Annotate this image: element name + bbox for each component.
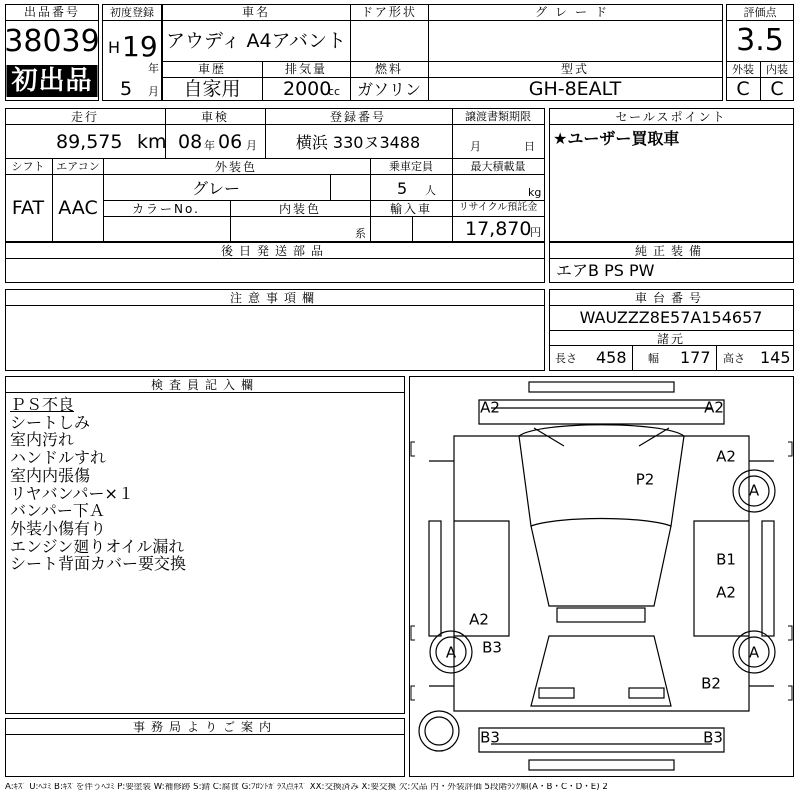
mark-right-front-wheel: A <box>748 481 760 500</box>
plate-value: 横浜 330ヌ3488 <box>295 133 421 152</box>
exterior-label: 外装 <box>732 63 754 76</box>
mark-front-right-bumper: A2 <box>704 398 724 417</box>
model-label: 型式 <box>560 62 590 76</box>
width-label: 幅 <box>648 352 659 365</box>
inspector-note: 室内内張傷 <box>10 465 91 485</box>
inspector-label: 検査員記入欄 <box>150 378 260 392</box>
reg-year: 19 <box>122 30 158 63</box>
shift-label: シフト <box>11 160 45 173</box>
score-value: 3.5 <box>736 23 784 58</box>
reg-month: 5 <box>120 78 133 100</box>
model-value: GH-8EALT <box>528 78 622 100</box>
height-value: 145 <box>760 348 791 367</box>
inspector-note: ハンドルすれ <box>10 448 107 468</box>
ac-label: エアコン <box>56 160 100 173</box>
recycle-value: 17,870 <box>465 218 532 240</box>
mark-roof: P2 <box>635 470 655 489</box>
genuine-label: 純正装備 <box>634 244 708 258</box>
chassis-label: 車台番号 <box>634 291 708 305</box>
legend: A:ｷｽﾞ U:ﾍｺﾐ B:ｷｽﾞを伴うﾍｺﾐ P:要塗装 W:補修跡 S:錆 C:腐食 G:ﾌﾛﾝﾄｶﾞﾗｽ点ｷｽﾞ XX:交換済み X:要交換 欠:欠品 内・外装評価 5段階ﾗﾝｸ順(A・B・C・D・E) 2 <box>5 783 608 792</box>
specs-label: 諸元 <box>656 332 686 346</box>
mark-front-left-bumper: A2 <box>480 398 500 417</box>
inspection-month-unit: 月 <box>246 139 257 152</box>
mark-right-front-door: B1 <box>716 550 736 569</box>
office-label: 事務局よりご案内 <box>132 720 278 734</box>
ext-color-value: グレー <box>191 179 241 198</box>
first-listing-badge: 初出品 <box>6 65 97 97</box>
mark-right-front-fender: A2 <box>716 447 736 466</box>
door-label: ドア形状 <box>361 5 417 19</box>
details-box <box>5 108 545 242</box>
color-no-label: カラーNo. <box>132 202 200 216</box>
length-value: 458 <box>596 348 627 367</box>
mark-right-rear-wheel: A <box>748 643 760 662</box>
recycle-label: リサイクル預託金 <box>458 202 538 213</box>
mileage-unit: km <box>137 131 167 153</box>
shift-value: FAT <box>11 197 45 219</box>
displacement-label: 排気量 <box>284 62 328 76</box>
transfer-label: 譲渡書類期限 <box>465 110 531 123</box>
car-name: アウディ A4アバント <box>165 30 347 52</box>
reg-label: 初度登録 <box>110 6 154 19</box>
mileage-value: 89,575 <box>56 131 123 153</box>
mark-right-rear-door: A2 <box>716 583 736 602</box>
reg-year-unit: 年 <box>148 62 159 75</box>
width-value: 177 <box>680 348 711 367</box>
import-label: 輸入車 <box>389 202 433 216</box>
ac-value: AAC <box>58 197 98 219</box>
displacement-value: 2000 <box>283 78 332 100</box>
sales-point-label: セールスポイント <box>615 110 727 124</box>
inspector-note: エンジン廻りオイル漏れ <box>10 536 185 556</box>
inspection-label: 車検 <box>200 110 230 124</box>
history-value: 自家用 <box>183 78 241 100</box>
grade-label: グレード <box>534 5 616 19</box>
capacity-label: 乗車定員 <box>389 160 433 173</box>
mark-rear-left-bumper: B3 <box>480 728 500 747</box>
mark-right-rear-quarter: B2 <box>701 674 721 693</box>
inspector-note: 外装小傷有り <box>10 518 107 538</box>
int-color-unit: 系 <box>355 227 366 240</box>
recycle-unit: 円 <box>530 226 541 239</box>
later-parts-label: 後日発送部品 <box>220 244 330 258</box>
mileage-label: 走行 <box>70 110 100 124</box>
interior-grade: C <box>770 78 784 100</box>
mark-left-rear-door: A2 <box>469 610 489 629</box>
genuine-value: エアB PS PW <box>556 261 655 280</box>
height-label: 高さ <box>723 352 745 365</box>
inspector-note: 室内汚れ <box>10 430 75 450</box>
capacity-value: 5 <box>397 179 408 198</box>
inspector-note: シート背面カバー要交換 <box>10 554 187 574</box>
inspector-note: リヤバンパー×１ <box>10 483 134 503</box>
notes-label: 注意事項欄 <box>229 291 321 305</box>
mark-left-rear-quarter: B3 <box>482 638 502 657</box>
mark-left-rear-wheel: A <box>445 643 457 662</box>
inspection-year: 08 <box>178 131 203 153</box>
inspector-note: ＰＳ不良 <box>10 395 75 414</box>
lot-label: 出品番号 <box>23 5 81 19</box>
car-outline-icon <box>429 382 774 770</box>
int-color-label: 内装色 <box>278 202 322 216</box>
load-unit: kg <box>528 186 542 199</box>
score-label: 評価点 <box>743 6 777 19</box>
lot-number: 38039 <box>4 24 100 59</box>
car-diagram <box>409 376 794 777</box>
fuel-label: 燃料 <box>374 62 404 76</box>
transfer-day-unit: 日 <box>524 140 535 153</box>
fuel-value: ガソリン <box>356 80 422 99</box>
chassis-number: WAUZZZ8E57A154657 <box>579 308 763 327</box>
displacement-unit: cc <box>328 85 341 98</box>
capacity-unit: 人 <box>425 184 436 197</box>
length-label: 長さ <box>555 352 577 365</box>
interior-label: 内装 <box>766 63 788 76</box>
load-label: 最大積載量 <box>470 160 526 173</box>
mark-rear-right-bumper: B3 <box>703 728 723 747</box>
sales-point-text: ★ユーザー買取車 <box>553 129 680 148</box>
reg-era: H <box>108 38 121 57</box>
ext-color-label: 外装色 <box>214 160 258 174</box>
inspection-year-unit: 年 <box>204 139 215 152</box>
exterior-grade: C <box>736 78 750 100</box>
inspector-note: シートしみ <box>10 412 91 432</box>
car-name-label: 車名 <box>241 5 271 19</box>
history-label: 車歴 <box>197 62 227 76</box>
inspector-note: バンパー下Ａ <box>10 501 105 521</box>
transfer-month-unit: 月 <box>470 140 481 153</box>
plate-label: 登録番号 <box>329 110 387 124</box>
inspection-month: 06 <box>218 131 243 153</box>
reg-month-unit: 月 <box>148 85 159 98</box>
